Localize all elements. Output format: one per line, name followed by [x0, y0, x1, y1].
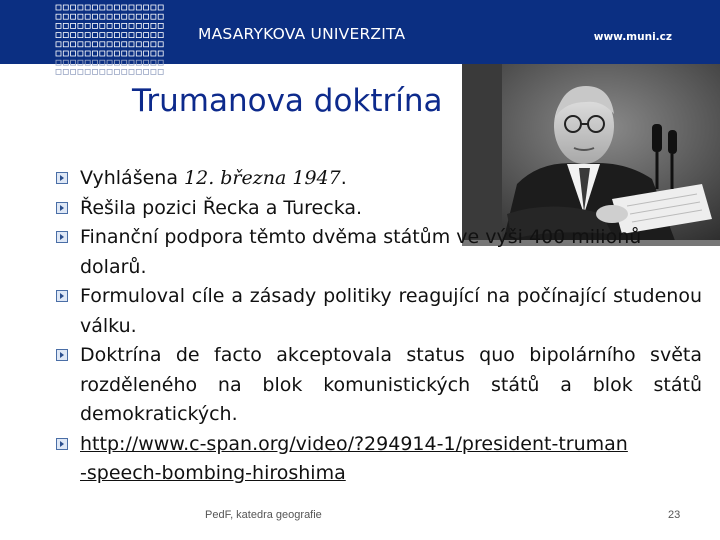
- logo-dot: [85, 42, 90, 47]
- logo-dot: [144, 33, 149, 38]
- bullet-text: Formuloval cíle a zásady politiky reagující na počínající studenou válku.: [80, 285, 702, 337]
- logo-dot: [93, 51, 98, 56]
- logo-dot: [144, 42, 149, 47]
- logo-dot: [71, 5, 76, 10]
- logo-dot: [151, 23, 156, 28]
- logo-dot: [56, 5, 61, 10]
- list-item: [56, 341, 702, 430]
- logo-dot: [56, 42, 61, 47]
- logo-dot: [136, 60, 141, 65]
- bullet-list: [56, 164, 702, 489]
- list-item: [56, 282, 702, 341]
- list-item: [56, 223, 702, 282]
- logo-dot: [129, 33, 134, 38]
- logo-dot: [122, 60, 127, 65]
- logo-dot: [151, 51, 156, 56]
- logo-dot: [63, 60, 68, 65]
- video-link-line-1: http://www.c-span.org/video/?294914-1/president-truman: [80, 432, 628, 455]
- footer-text: PedF, katedra geografie: [205, 509, 322, 521]
- page-number: 23: [668, 509, 681, 521]
- logo-dot: [93, 5, 98, 10]
- logo-dot: [63, 51, 68, 56]
- bullet-text: Finanční podpora těmto dvěma státům ve výši 400 milionů dolarů.: [80, 226, 642, 278]
- logo-dot: [122, 69, 127, 74]
- logo-dot: [136, 42, 141, 47]
- logo-dot: [129, 23, 134, 28]
- logo-dot: [107, 33, 112, 38]
- logo-dot: [85, 14, 90, 19]
- logo-dot: [78, 23, 83, 28]
- logo-dot: [107, 23, 112, 28]
- logo-dot: [56, 69, 61, 74]
- logo-dot: [100, 33, 105, 38]
- logo-dot: [93, 69, 98, 74]
- logo-dot: [85, 51, 90, 56]
- logo-dot: [85, 33, 90, 38]
- logo-dot: [114, 51, 119, 56]
- logo-dot: [158, 60, 163, 65]
- bullet-icon: [56, 438, 68, 450]
- logo-dot: [100, 60, 105, 65]
- logo-dot: [71, 33, 76, 38]
- bullet-icon: [56, 172, 68, 184]
- logo-dot: [85, 69, 90, 74]
- bullet-icon: [56, 349, 68, 361]
- logo-dot: [144, 60, 149, 65]
- list-item: [56, 194, 702, 224]
- logo-dot: [151, 14, 156, 19]
- logo-dot: [114, 69, 119, 74]
- logo-dot: [114, 60, 119, 65]
- logo-dot: [100, 51, 105, 56]
- logo-dot: [78, 42, 83, 47]
- logo-dot: [71, 51, 76, 56]
- video-link[interactable]: [80, 433, 628, 485]
- logo-dot: [136, 14, 141, 19]
- logo-dot: [122, 42, 127, 47]
- bullet-text: Řešila pozici Řecka a Turecka.: [80, 196, 363, 219]
- video-link-line-2: -speech-bombing-hiroshima: [80, 462, 346, 484]
- logo-dot: [144, 5, 149, 10]
- logo-dot: [114, 33, 119, 38]
- logo-dot: [158, 42, 163, 47]
- logo-dot: [107, 42, 112, 47]
- logo-dot: [93, 42, 98, 47]
- logo-dot: [122, 23, 127, 28]
- logo-dot: [63, 42, 68, 47]
- logo-dot: [100, 42, 105, 47]
- logo-dot: [78, 69, 83, 74]
- logo-dot: [136, 69, 141, 74]
- logo-dot: [144, 23, 149, 28]
- logo-dot: [78, 14, 83, 19]
- bullet-icon: [56, 202, 68, 214]
- logo-dot: [56, 33, 61, 38]
- logo-dot: [56, 51, 61, 56]
- logo-dot: [93, 23, 98, 28]
- logo-dot: [71, 69, 76, 74]
- logo-dot: [78, 5, 83, 10]
- logo-dot: [78, 60, 83, 65]
- logo-dot: [144, 14, 149, 19]
- logo-dot: [122, 14, 127, 19]
- university-name: MASARYKOVA UNIVERZITA: [198, 25, 406, 43]
- logo-dot: [63, 33, 68, 38]
- logo-dot: [100, 14, 105, 19]
- logo-dot: [151, 33, 156, 38]
- logo-dot: [122, 5, 127, 10]
- logo-dot: [100, 5, 105, 10]
- logo-dot: [56, 14, 61, 19]
- logo-dot: [151, 69, 156, 74]
- logo-dot: [56, 23, 61, 28]
- logo-dot: [107, 14, 112, 19]
- logo-dot: [158, 23, 163, 28]
- university-website: www.muni.cz: [593, 31, 672, 43]
- logo-dot: [114, 14, 119, 19]
- logo-dot: [71, 14, 76, 19]
- logo-dot: [129, 51, 134, 56]
- logo-dot: [151, 5, 156, 10]
- logo-dot: [63, 23, 68, 28]
- slide-title: Trumanova doktrína: [132, 83, 443, 119]
- logo-dot: [63, 5, 68, 10]
- logo-dot: [71, 42, 76, 47]
- logo-dot: [71, 23, 76, 28]
- logo-dot: [158, 14, 163, 19]
- list-item: [56, 430, 702, 489]
- logo-dot: [100, 69, 105, 74]
- logo-dot: [93, 60, 98, 65]
- logo-dot: [129, 60, 134, 65]
- bullet-text-end: .: [340, 167, 347, 189]
- logo-dot: [85, 60, 90, 65]
- logo-dot: [93, 14, 98, 19]
- logo-dot: [144, 69, 149, 74]
- bullet-icon: [56, 290, 68, 302]
- logo-dot: [136, 23, 141, 28]
- bullet-text: Doktrína de facto akceptovala status quo bipolárního světa rozděleného na blok komunistických států a blok států demokratických.: [80, 344, 702, 425]
- logo-dot: [136, 51, 141, 56]
- logo-dot: [107, 5, 112, 10]
- logo-dot: [122, 51, 127, 56]
- logo-dot: [114, 42, 119, 47]
- logo-dot: [129, 14, 134, 19]
- logo-dot: [129, 5, 134, 10]
- logo-dot: [158, 51, 163, 56]
- logo-dot: [93, 33, 98, 38]
- logo-dot: [107, 69, 112, 74]
- bullet-date-emphasis: 12. března 1947: [184, 167, 341, 189]
- logo-dot: [85, 5, 90, 10]
- logo-dot: [63, 69, 68, 74]
- logo-dot: [85, 23, 90, 28]
- logo-dot: [136, 5, 141, 10]
- logo-dot: [107, 51, 112, 56]
- logo-dot: [151, 42, 156, 47]
- logo-dot: [71, 60, 76, 65]
- bullet-icon: [56, 231, 68, 243]
- logo-dot: [158, 33, 163, 38]
- logo-dot: [100, 23, 105, 28]
- logo-dot: [56, 60, 61, 65]
- logo-dot: [114, 23, 119, 28]
- logo-dot: [78, 51, 83, 56]
- logo-dot: [136, 33, 141, 38]
- logo-dot: [158, 5, 163, 10]
- bullet-text: Vyhlášena: [80, 167, 185, 189]
- logo-dot: [151, 60, 156, 65]
- logo-dot: [129, 42, 134, 47]
- logo-dot: [144, 51, 149, 56]
- logo-dot: [158, 69, 163, 74]
- logo-dot: [129, 69, 134, 74]
- list-item: [56, 164, 702, 194]
- logo-dot: [78, 33, 83, 38]
- logo-dot: [63, 14, 68, 19]
- logo-dot: [107, 60, 112, 65]
- logo-dot: [122, 33, 127, 38]
- logo-dot: [114, 5, 119, 10]
